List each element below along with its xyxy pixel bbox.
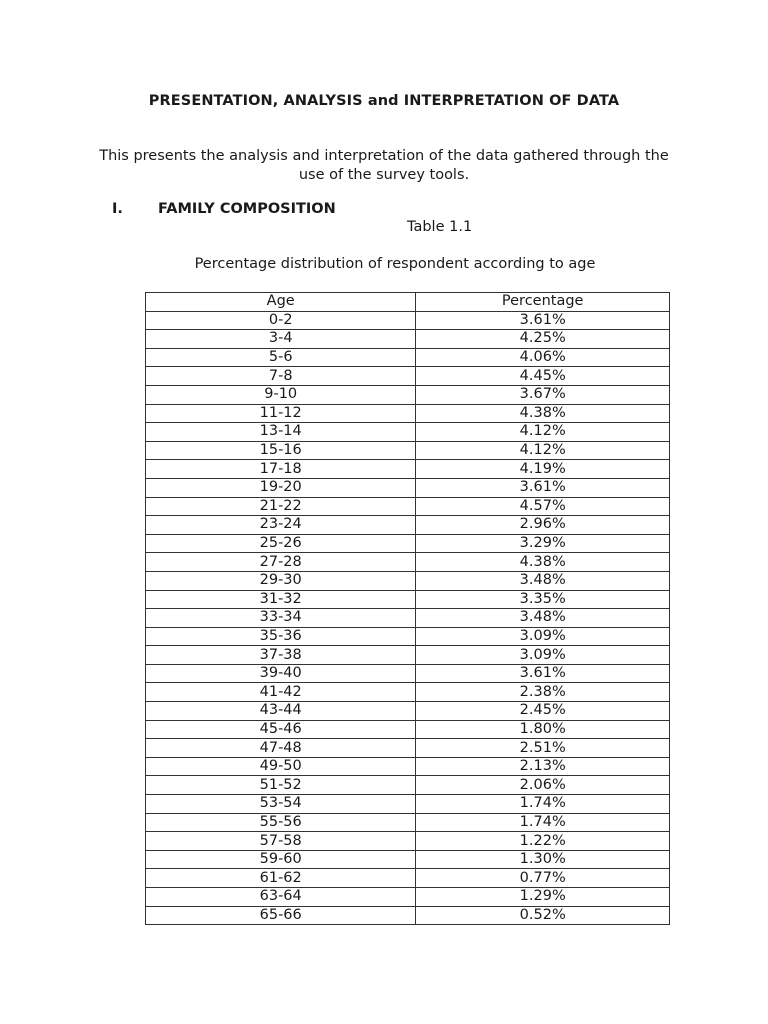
table-row <box>146 311 670 330</box>
percentage-cell: 2.96% <box>416 516 670 535</box>
age-cell: 19-20 <box>146 478 416 497</box>
table-row <box>146 441 670 460</box>
percentage-cell: 3.67% <box>416 385 670 404</box>
age-cell: 31-32 <box>146 590 416 609</box>
table-row <box>146 497 670 516</box>
age-cell: 49-50 <box>146 757 416 776</box>
age-cell: 41-42 <box>146 683 416 702</box>
percentage-cell: 1.22% <box>416 832 670 851</box>
percentage-cell: 3.61% <box>416 311 670 330</box>
age-cell: 27-28 <box>146 553 416 572</box>
table-row <box>146 720 670 739</box>
percentage-cell: 1.80% <box>416 720 670 739</box>
age-cell: 55-56 <box>146 813 416 832</box>
age-cell: 3-4 <box>146 330 416 349</box>
percentage-cell: 2.45% <box>416 702 670 721</box>
table-label: Table 1.1 <box>407 219 473 235</box>
age-cell: 29-30 <box>146 571 416 590</box>
age-cell: 57-58 <box>146 832 416 851</box>
age-cell: 13-14 <box>146 423 416 442</box>
table-row <box>146 348 670 367</box>
percentage-cell: 3.61% <box>416 664 670 683</box>
percentage-cell: 3.61% <box>416 478 670 497</box>
table-row <box>146 330 670 349</box>
percentage-cell: 2.38% <box>416 683 670 702</box>
table-row <box>146 553 670 572</box>
age-cell: 33-34 <box>146 609 416 628</box>
age-cell: 21-22 <box>146 497 416 516</box>
table-row <box>146 423 670 442</box>
age-cell: 43-44 <box>146 702 416 721</box>
percentage-cell: 1.74% <box>416 795 670 814</box>
table-row <box>146 702 670 721</box>
age-cell: 53-54 <box>146 795 416 814</box>
percentage-cell: 2.06% <box>416 776 670 795</box>
header-age: Age <box>146 293 416 312</box>
percentage-cell: 1.29% <box>416 888 670 907</box>
age-cell: 45-46 <box>146 720 416 739</box>
table-row <box>146 757 670 776</box>
percentage-cell: 4.45% <box>416 367 670 386</box>
table-row <box>146 367 670 386</box>
section-heading: FAMILY COMPOSITION <box>158 201 336 217</box>
table-row <box>146 478 670 497</box>
percentage-cell: 4.12% <box>416 423 670 442</box>
table-row <box>146 795 670 814</box>
age-cell: 15-16 <box>146 441 416 460</box>
percentage-cell: 3.09% <box>416 627 670 646</box>
age-cell: 0-2 <box>146 311 416 330</box>
age-distribution-table <box>145 292 670 925</box>
percentage-cell: 4.25% <box>416 330 670 349</box>
percentage-cell: 4.38% <box>416 553 670 572</box>
table-row <box>146 609 670 628</box>
age-cell: 7-8 <box>146 367 416 386</box>
age-cell: 47-48 <box>146 739 416 758</box>
age-cell: 5-6 <box>146 348 416 367</box>
table-row <box>146 646 670 665</box>
table-header-row <box>146 293 670 312</box>
age-cell: 17-18 <box>146 460 416 479</box>
table-row <box>146 571 670 590</box>
percentage-cell: 3.35% <box>416 590 670 609</box>
table-row <box>146 869 670 888</box>
percentage-cell: 4.57% <box>416 497 670 516</box>
percentage-cell: 2.13% <box>416 757 670 776</box>
age-cell: 23-24 <box>146 516 416 535</box>
percentage-cell: 1.30% <box>416 850 670 869</box>
table-body <box>146 311 670 925</box>
age-cell: 39-40 <box>146 664 416 683</box>
percentage-cell: 3.48% <box>416 609 670 628</box>
percentage-cell: 2.51% <box>416 739 670 758</box>
percentage-cell: 1.74% <box>416 813 670 832</box>
table-row <box>146 516 670 535</box>
percentage-cell: 3.09% <box>416 646 670 665</box>
age-cell: 59-60 <box>146 850 416 869</box>
table-row <box>146 776 670 795</box>
percentage-cell: 4.38% <box>416 404 670 423</box>
percentage-cell: 4.06% <box>416 348 670 367</box>
age-cell: 63-64 <box>146 888 416 907</box>
page-title: PRESENTATION, ANALYSIS and INTERPRETATION OF DATA <box>148 93 620 109</box>
table-row <box>146 888 670 907</box>
table-row <box>146 850 670 869</box>
table-row <box>146 590 670 609</box>
percentage-cell: 3.48% <box>416 571 670 590</box>
table-row <box>146 739 670 758</box>
percentage-cell: 4.12% <box>416 441 670 460</box>
age-cell: 35-36 <box>146 627 416 646</box>
age-cell: 9-10 <box>146 385 416 404</box>
percentage-cell: 4.19% <box>416 460 670 479</box>
age-cell: 51-52 <box>146 776 416 795</box>
table-row <box>146 832 670 851</box>
percentage-cell: 0.77% <box>416 869 670 888</box>
table-row <box>146 460 670 479</box>
age-cell: 37-38 <box>146 646 416 665</box>
table-row <box>146 813 670 832</box>
table-row <box>146 534 670 553</box>
age-cell: 65-66 <box>146 906 416 925</box>
percentage-cell: 3.29% <box>416 534 670 553</box>
intro-paragraph: This presents the analysis and interpretation of the data gathered through the use of the survey tools. <box>99 148 669 183</box>
table-row <box>146 906 670 925</box>
table-row <box>146 385 670 404</box>
percentage-cell: 0.52% <box>416 906 670 925</box>
table-row <box>146 683 670 702</box>
section-number: I. <box>112 201 123 217</box>
table-caption: Percentage distribution of respondent according to age <box>194 256 596 272</box>
age-cell: 61-62 <box>146 869 416 888</box>
age-cell: 11-12 <box>146 404 416 423</box>
table-row <box>146 404 670 423</box>
age-cell: 25-26 <box>146 534 416 553</box>
header-percentage: Percentage <box>416 293 670 312</box>
table-row <box>146 627 670 646</box>
table-row <box>146 664 670 683</box>
